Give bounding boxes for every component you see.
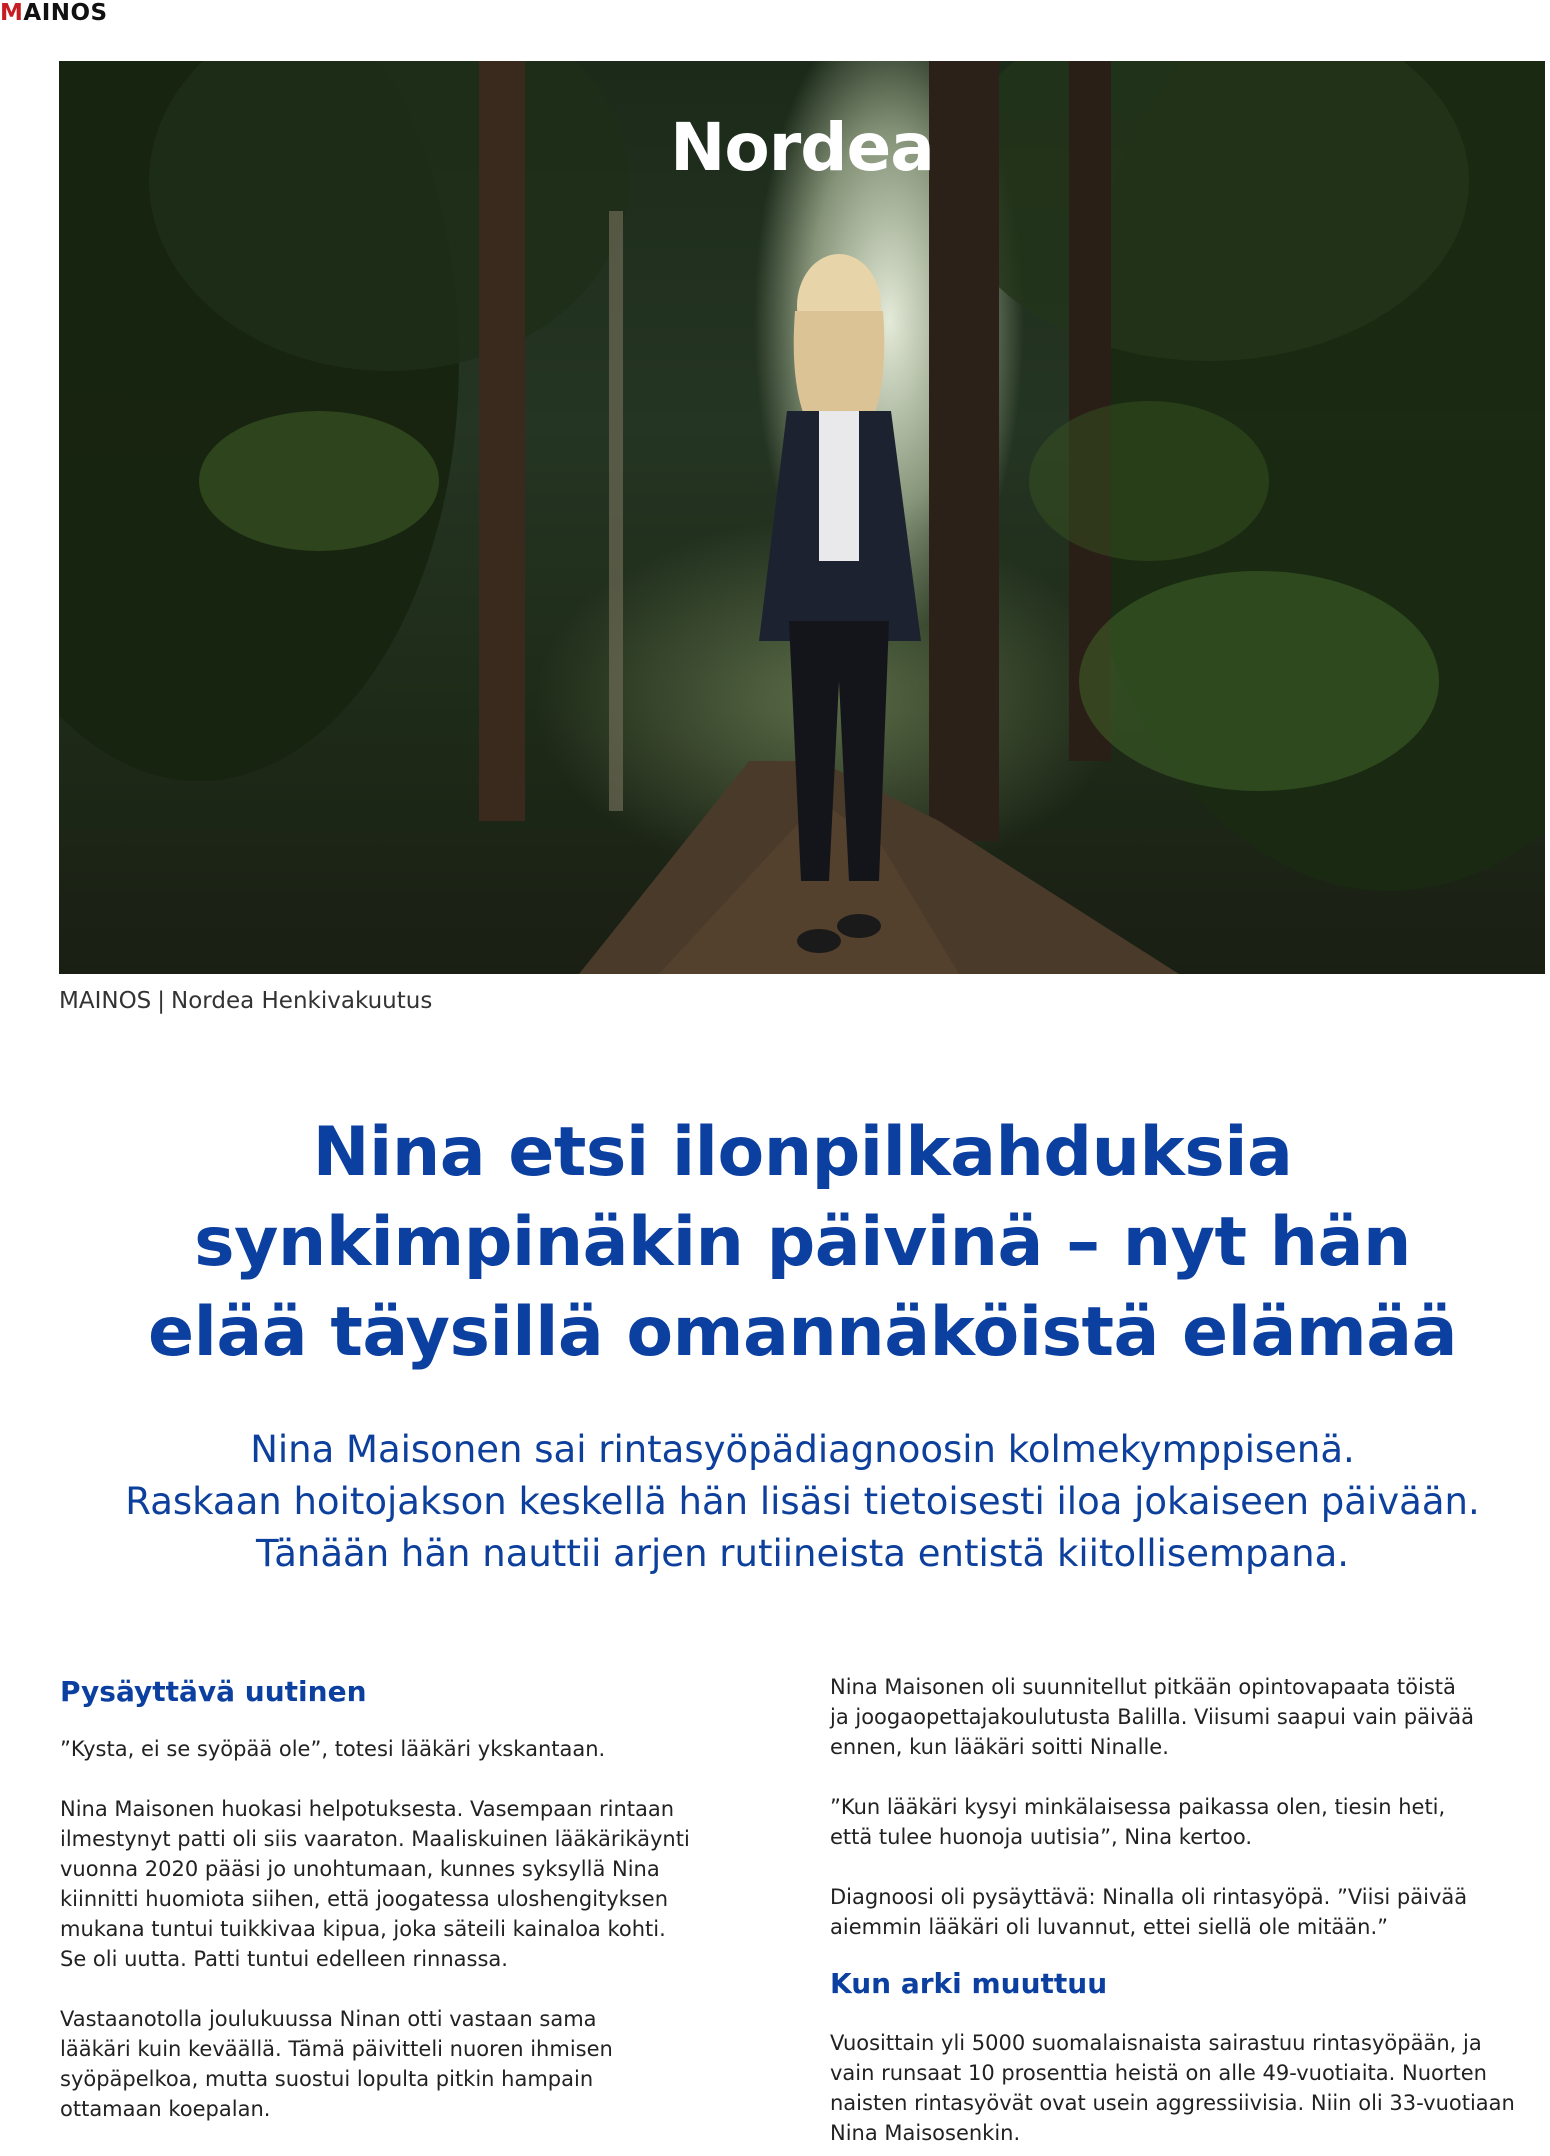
text-line: Diagnoosi oli pysäyttävä: Ninalla oli rintasyöpä. ”Viisi päivää [830,1885,1468,1909]
lead-line: Raskaan hoitojakson keskellä hän lisäsi tietoisesti iloa jokaiseen päivään. [125,1480,1480,1523]
text-line: Vuosittain yli 5000 suomalaisnaista sairastuu rintasyöpään, ja [830,2031,1482,2055]
headline-line: synkimpinäkin päivinä – nyt hän [194,1203,1411,1282]
text-line: Se oli uutta. Patti tuntui edelleen rinnassa. [60,1947,508,1971]
text-line: mukana tuntui tuikkivaa kipua, joka säteili kainaloa kohti. [60,1917,666,1941]
caption-separator: | [157,988,166,1014]
headline-line: elää täysillä omannäköistä elämää [147,1293,1458,1372]
lead-line: Nina Maisonen sai rintasyöpädiagnoosin kolmekymppisenä. [250,1428,1355,1471]
text-line: kiinnitti huomiota siihen, että joogatessa uloshengityksen [60,1887,669,1911]
text-line: syöpäpelkoa, mutta suostui lopulta pitkin hampain [60,2067,594,2091]
paragraph [60,1734,760,1764]
advertisement-label-accent: M [0,0,24,26]
article-column-left [60,1672,760,2154]
text-line: ja joogaopettajakoulutusta Balilla. Viisumi saapui vain päivää [830,1705,1474,1729]
article-headline [100,1108,1505,1378]
nordea-logo: Nordea [670,109,934,186]
section-heading: Pysäyttävä uutinen [60,1675,367,1708]
advertisement-label-rest: AINOS [23,0,108,26]
caption-product: Nordea Henkivakuutus [171,988,433,1014]
text-line: Nina Maisosenkin. [830,2121,1021,2145]
text-line: Vastaanotolla joulukuussa Ninan otti vastaan sama [60,2007,597,2031]
text-line: että tulee huonoja uutisia”, Nina kertoo. [830,1825,1252,1849]
text-line: ”Kysta, ei se syöpää ole”, totesi lääkäri ykskantaan. [60,1737,606,1761]
paragraph [830,1792,1530,1852]
paragraph [830,2028,1530,2148]
text-line: vuonna 2020 pääsi jo unohtumaan, kunnes syksyllä Nina [60,1857,660,1881]
advertisement-label [0,0,108,26]
paragraph [60,2004,760,2124]
caption-tag: MAINOS [59,988,152,1014]
paragraph [830,1882,1530,1942]
text-line: Nina Maisonen oli suunnitellut pitkään opintovapaata töistä [830,1675,1456,1699]
article-column-right [830,1672,1530,2156]
headline-line: Nina etsi ilonpilkahduksia [312,1113,1293,1192]
paragraph [830,1672,1530,1762]
text-line: aiemmin lääkäri oli luvannut, ettei siellä ole mitään.” [830,1915,1389,1939]
section-heading: Kun arki muuttuu [830,1967,1108,2000]
article-lead [100,1424,1505,1580]
text-line: lääkäri kuin keväällä. Tämä päivitteli nuoren ihmisen [60,2037,613,2061]
lead-line: Tänään hän nauttii arjen rutiineista entistä kiitollisempana. [255,1532,1350,1575]
text-line: naisten rintasyövät ovat usein aggressiivisia. Niin oli 33-vuotiaan [830,2091,1515,2115]
forest-scene-illustration [59,61,1545,974]
photo-caption [59,988,432,1014]
text-line: ”Kun lääkäri kysyi minkälaisessa paikassa olen, tiesin heti, [830,1795,1446,1819]
paragraph [60,1794,760,1974]
text-line: ennen, kun lääkäri soitti Ninalle. [830,1735,1169,1759]
hero-photo [59,61,1545,974]
text-line: vain runsaat 10 prosenttia heistä on alle 49-vuotiaita. Nuorten [830,2061,1487,2085]
text-line: ottamaan koepalan. [60,2097,271,2121]
text-line: Nina Maisonen huokasi helpotuksesta. Vasempaan rintaan [60,1797,675,1821]
text-line: ilmestynyt patti oli siis vaaraton. Maaliskuinen lääkärikäynti [60,1827,690,1851]
